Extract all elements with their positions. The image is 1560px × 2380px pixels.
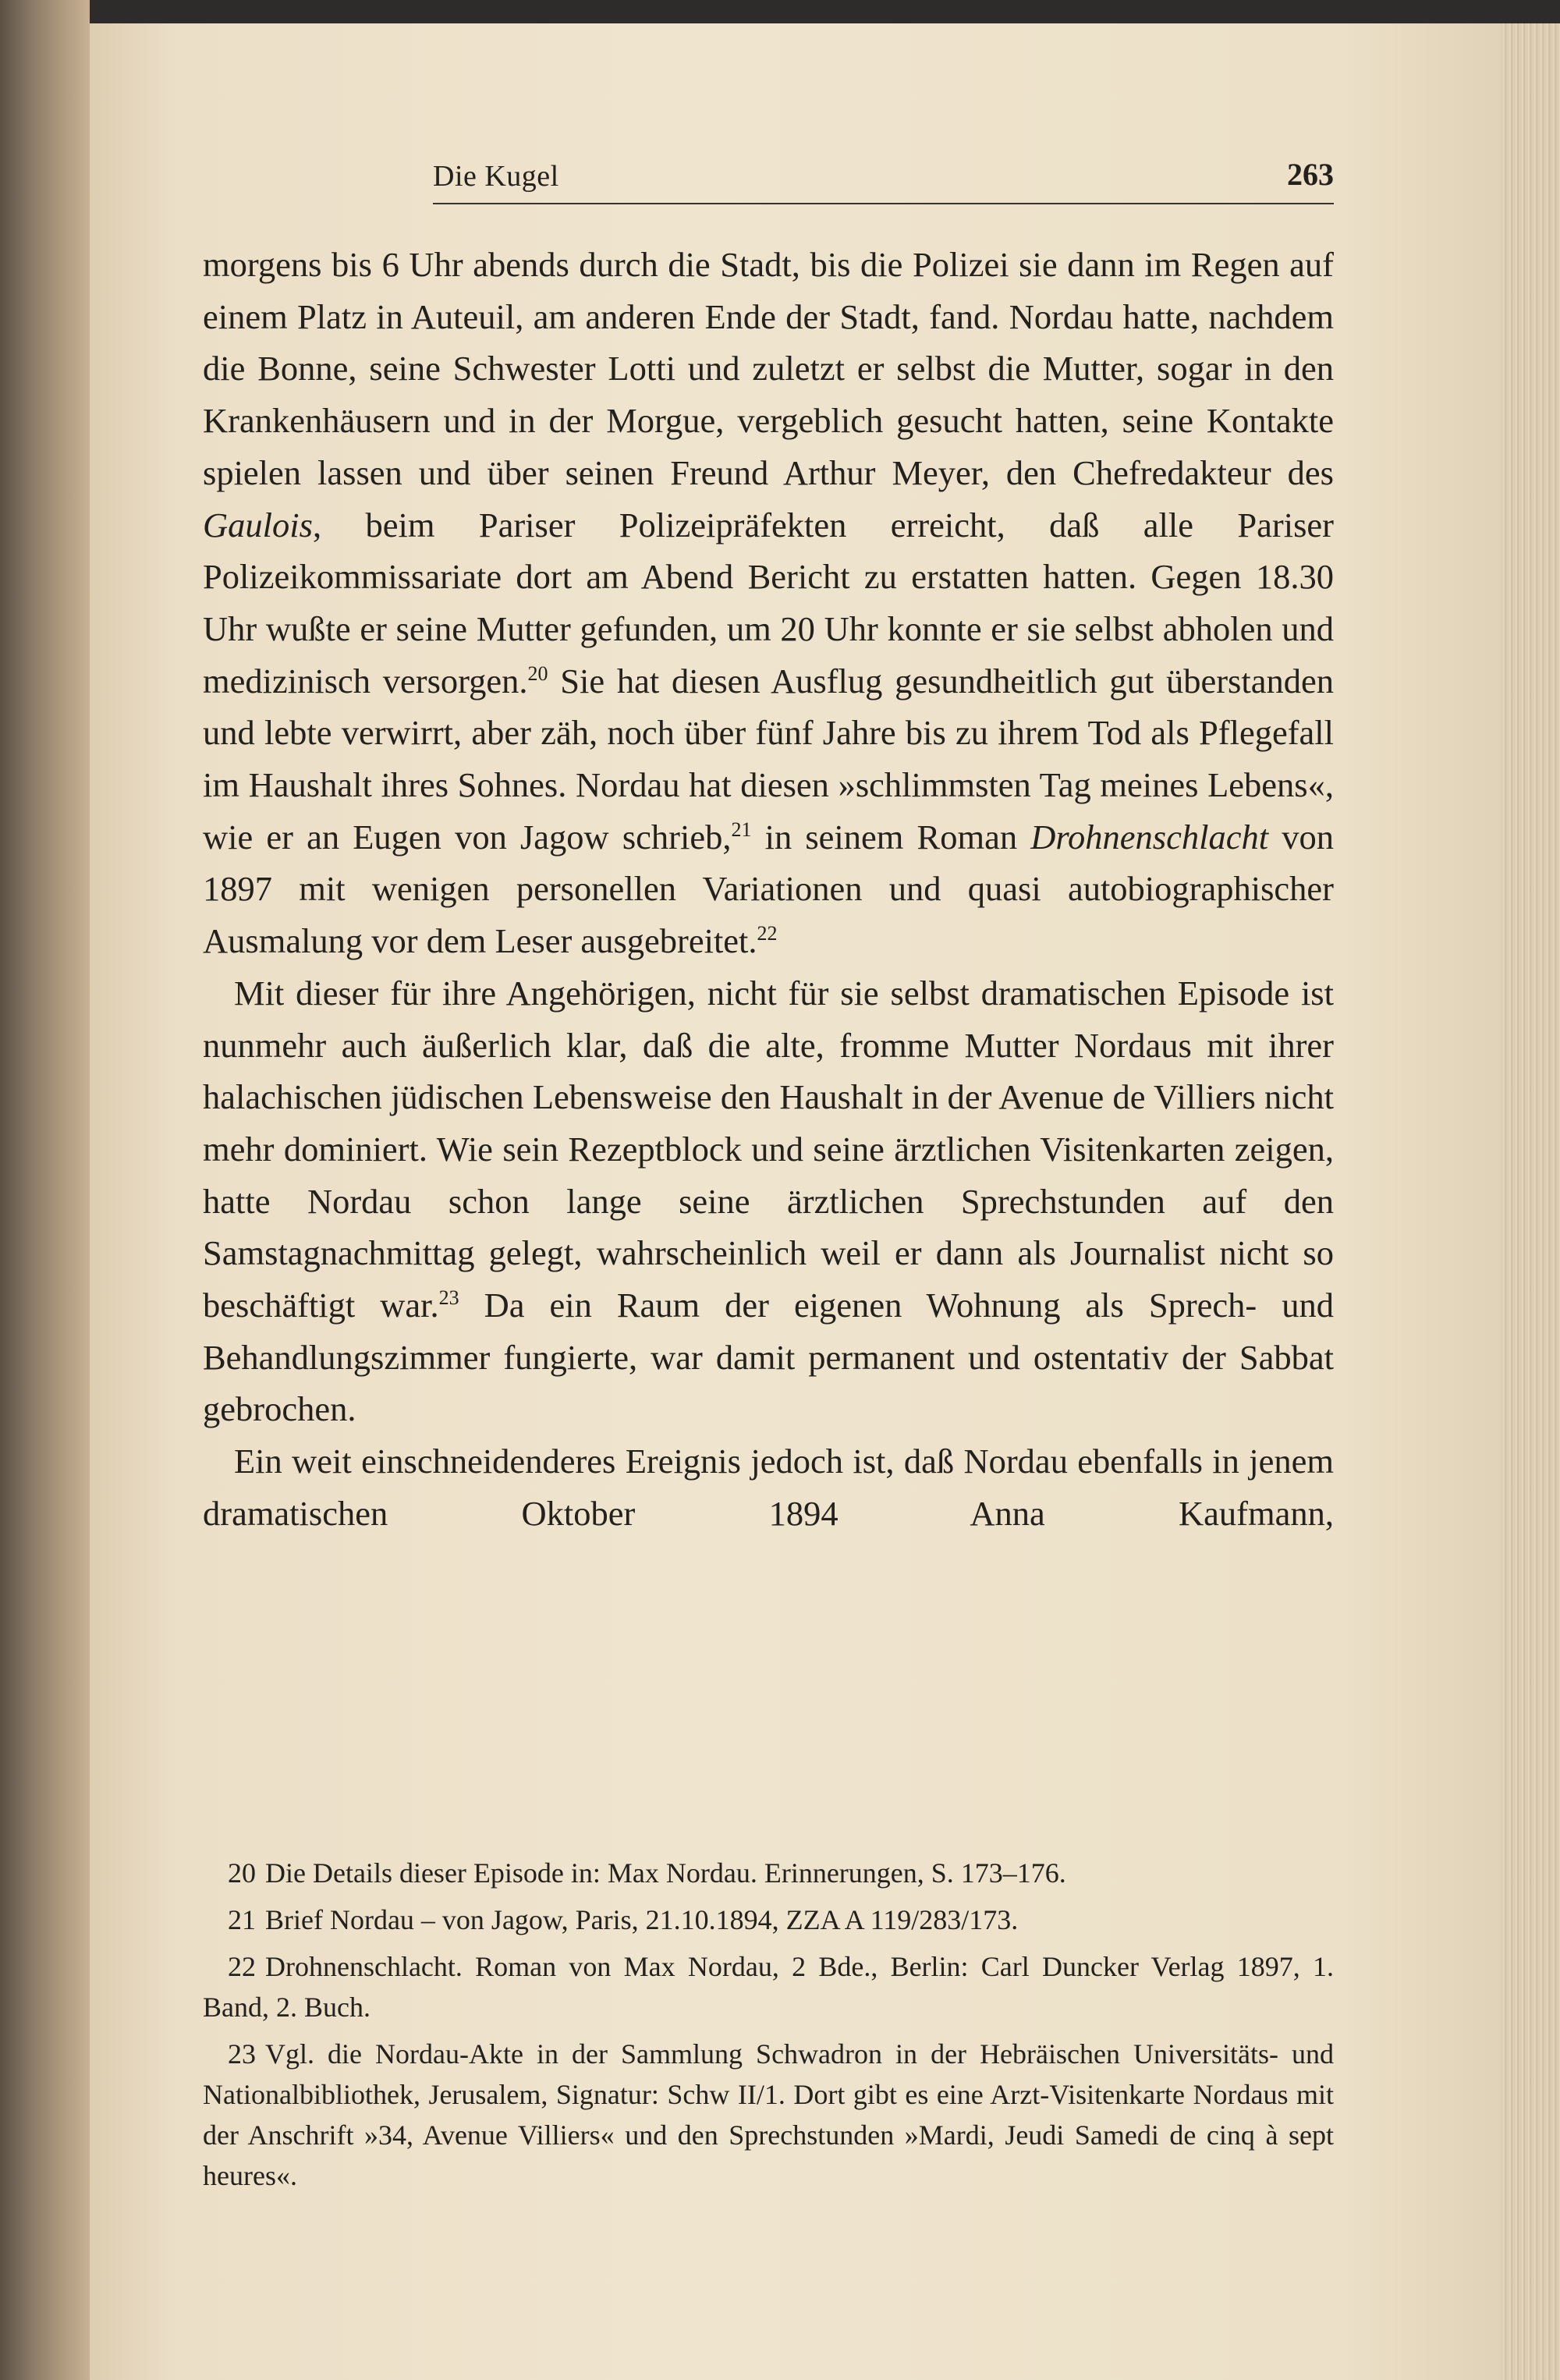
footnote-21: [203, 1899, 1334, 1940]
footnote-ref-20: 20: [527, 662, 548, 685]
paragraph-3: Ein weit einschneidenderes Ereignis jedoch ist, daß Nordau ebenfalls in jenem dramatischen Oktober 1894 Anna Kaufmann,: [203, 1442, 1334, 1533]
page-number: 263: [1287, 157, 1334, 192]
book-page: [90, 23, 1560, 2380]
footnote-text: Drohnenschlacht. Roman von Max Nordau, 2 Bde., Berlin: Carl Duncker Verlag 1897, 1. Band, 2. Buch.: [203, 1951, 1334, 2023]
running-title: Die Kugel: [433, 160, 559, 193]
footnote-22: [203, 1946, 1334, 2027]
footnote-number: 22: [228, 1951, 256, 1982]
footnote-ref-22: 22: [757, 922, 778, 945]
footnote-number: 23: [228, 2038, 256, 2070]
running-header: [433, 156, 1334, 204]
footnote-text: Brief Nordau – von Jagow, Paris, 21.10.1894, ZZA A 119/283/173.: [265, 1904, 1019, 1935]
footnote-23: [203, 2034, 1334, 2196]
footnote-ref-23: 23: [438, 1286, 459, 1310]
title-drohnenschlacht: Drohnenschlacht: [1030, 817, 1269, 857]
book-spine-edge: [0, 0, 90, 2380]
body-text: [203, 239, 1334, 1540]
footnotes: [203, 1853, 1334, 2202]
footnote-text: Vgl. die Nordau-Akte in der Sammlung Schwadron in der Hebräischen Universitäts- und Nationalbibliothek, Jerusalem, Signatur: Schw II/1. Dort gibt es eine Arzt-Visitenkarte Nordaus mit der Anschrift »34, Avenue Villiers« und den Sprechstunden »Mardi, Jeudi Samedi de cinq à sept heures«.: [203, 2038, 1334, 2191]
scan-background-top: [0, 0, 1560, 23]
page-edges: [1502, 23, 1560, 2380]
footnote-text: Die Details dieser Episode in: Max Nordau. Erinnerungen, S. 173–176.: [265, 1857, 1066, 1889]
paragraph-1: morgens bis 6 Uhr abends durch die Stadt, bis die Polizei sie dann im Regen auf einem Platz in Auteuil, am anderen Ende der Stadt, fand. Nordau hatte, nachdem die Bonne, seine Schwester Lotti und zuletzt er selbst die Mutter, sogar in den Krankenhäusern und in der Morgue, vergeblich gesucht hatten, seine Kontakte spielen lassen und über seinen Freund Arthur Meyer, den Chefredakteur des Gaulois, beim Pariser Polizeipräfekten erreicht, daß alle Pariser Polizeikommissariate dort am Abend Bericht zu erstatten hatten. Gegen 18.30 Uhr wußte er seine Mutter gefunden, um 20 Uhr konnte er sie selbst abholen und medizinisch versorgen.$^{20}$ Sie hat diesen Ausflug gesundheitlich gut überstanden und lebte verwirrt, aber zäh, noch über fünf Jahre bis zu ihrem Tod als Pflegefall im Haushalt ihres Sohnes. Nordau hat diesen »schlimmsten Tag meines Lebens«, wie er an Eugen von Jagow schrieb,$^{21}$ in seinem Roman Drohnenschlacht von 1897 mit wenigen personellen Variationen und quasi autobiographischer Ausmalung vor dem Leser ausgebreitet.$^{22}$: [203, 245, 1334, 961]
title-gaulois: Gaulois: [203, 505, 313, 544]
footnote-ref-21: 21: [731, 818, 752, 841]
footnote-number: 21: [228, 1904, 256, 1935]
paragraph-2: Mit dieser für ihre Angehörigen, nicht für sie selbst dramatischen Episode ist nunmehr auch äußerlich klar, daß die alte, fromme Mutter Nordaus mit ihrer halachischen jüdischen Lebensweise den Haushalt in der Avenue de Villiers nicht mehr dominiert. Wie sein Rezeptblock und seine ärztlichen Visitenkarten zeigen, hatte Nordau schon lange seine ärztlichen Sprechstunden auf den Samstagnachmittag gelegt, wahrscheinlich weil er dann als Journalist nicht so beschäftigt war.$^{23}$ Da ein Raum der eigenen Wohnung als Sprech- und Behandlungszimmer fungierte, war damit permanent und ostentativ der Sabbat gebrochen.: [203, 973, 1334, 1429]
footnote-20: [203, 1853, 1334, 1893]
footnote-number: 20: [228, 1857, 256, 1889]
